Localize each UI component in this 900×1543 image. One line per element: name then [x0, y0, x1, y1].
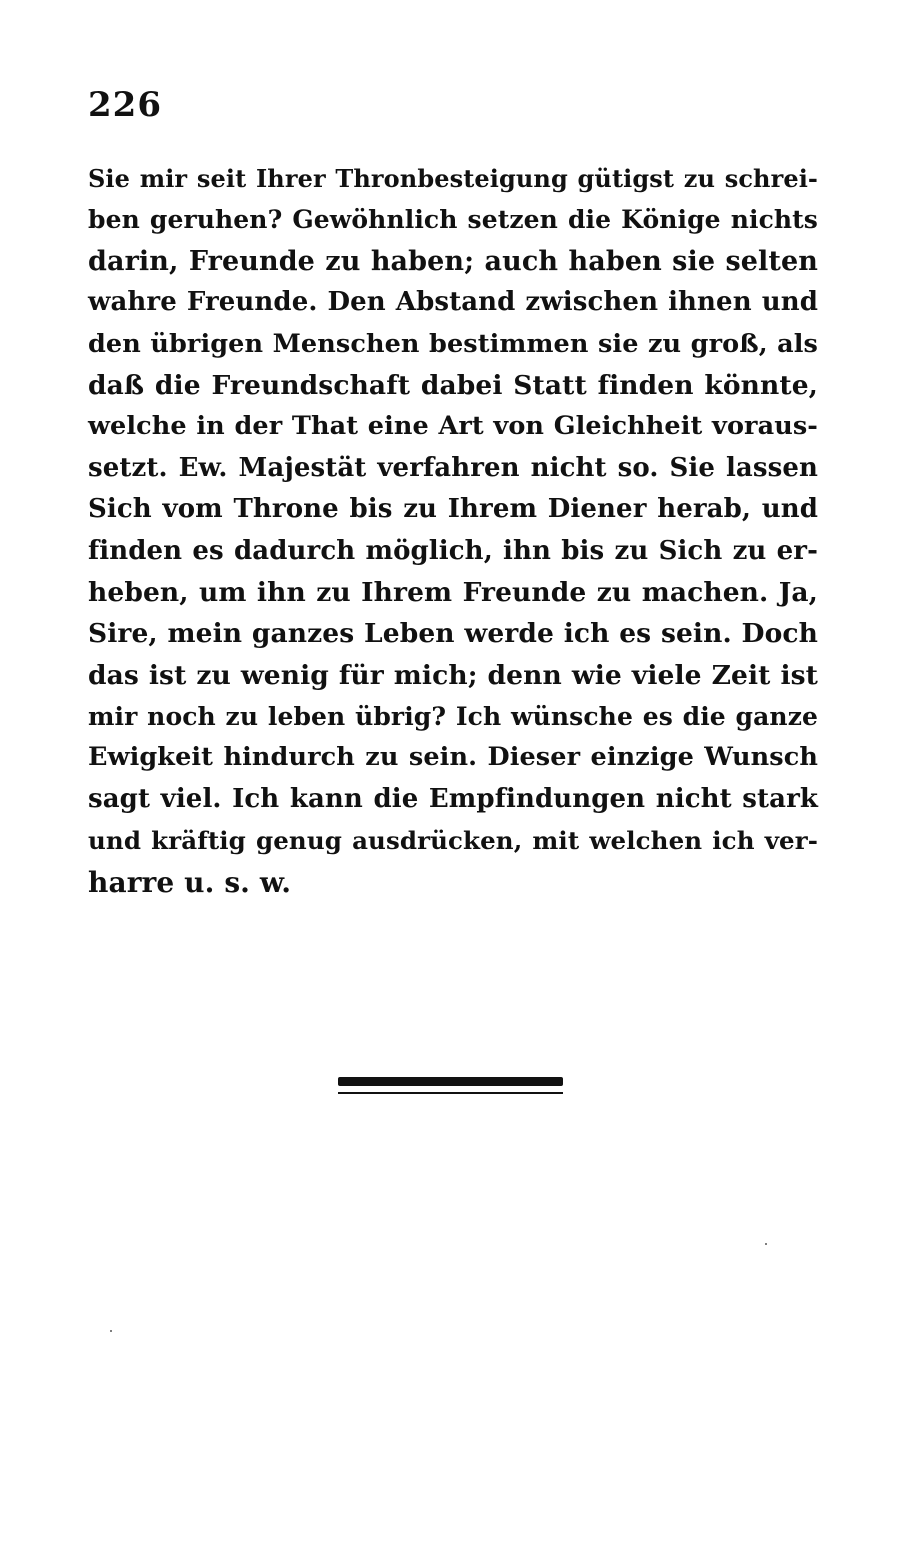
- rule-thin-line: [338, 1092, 563, 1094]
- text-line: Sire, mein ganzes Leben werde ich es sein. Doch: [88, 618, 818, 650]
- text-line: sagt viel. Ich kann die Empfindungen nicht stark: [88, 783, 818, 814]
- rule-thick-line: [338, 1077, 563, 1086]
- text-line: das ist zu wenig für mich; denn wie viele Zeit ist: [88, 659, 818, 691]
- paper-speck: [110, 1330, 112, 1332]
- text-line: ben geruhen? Gewöhnlich setzen die Könige nichts: [88, 205, 818, 235]
- body-text: [88, 158, 818, 903]
- text-line: daß die Freundschaft dabei Statt finden könnte,: [88, 369, 818, 401]
- end-of-chapter-rule: [338, 1077, 563, 1094]
- text-line: harre u. s. w.: [88, 865, 292, 899]
- text-line: und kräftig genug ausdrücken, mit welchen ich ver-: [88, 826, 818, 856]
- page-number: 226: [88, 85, 162, 125]
- text-line: Sich vom Throne bis zu Ihrem Diener herab, und: [88, 494, 818, 525]
- text-line: welche in der That eine Art von Gleichheit voraus-: [88, 411, 818, 442]
- text-line: den übrigen Menschen bestimmen sie zu groß, als: [88, 328, 818, 359]
- paper-speck: [765, 1243, 767, 1245]
- text-line: finden es dadurch möglich, ihn bis zu Sich zu er-: [88, 535, 818, 566]
- text-line: Sie mir seit Ihrer Thronbesteigung gütigst zu schrei-: [88, 164, 818, 193]
- text-line: heben, um ihn zu Ihrem Freunde zu machen. Ja,: [88, 576, 818, 608]
- text-line: setzt. Ew. Majestät verfahren nicht so. Sie lassen: [88, 452, 818, 483]
- text-line: mir noch zu leben übrig? Ich wünsche es die ganze: [88, 702, 818, 732]
- text-line: wahre Freunde. Den Abstand zwischen ihnen und: [88, 287, 818, 318]
- text-line: darin, Freunde zu haben; auch haben sie selten: [88, 245, 818, 277]
- text-line: Ewigkeit hindurch zu sein. Dieser einzige Wunsch: [88, 742, 818, 773]
